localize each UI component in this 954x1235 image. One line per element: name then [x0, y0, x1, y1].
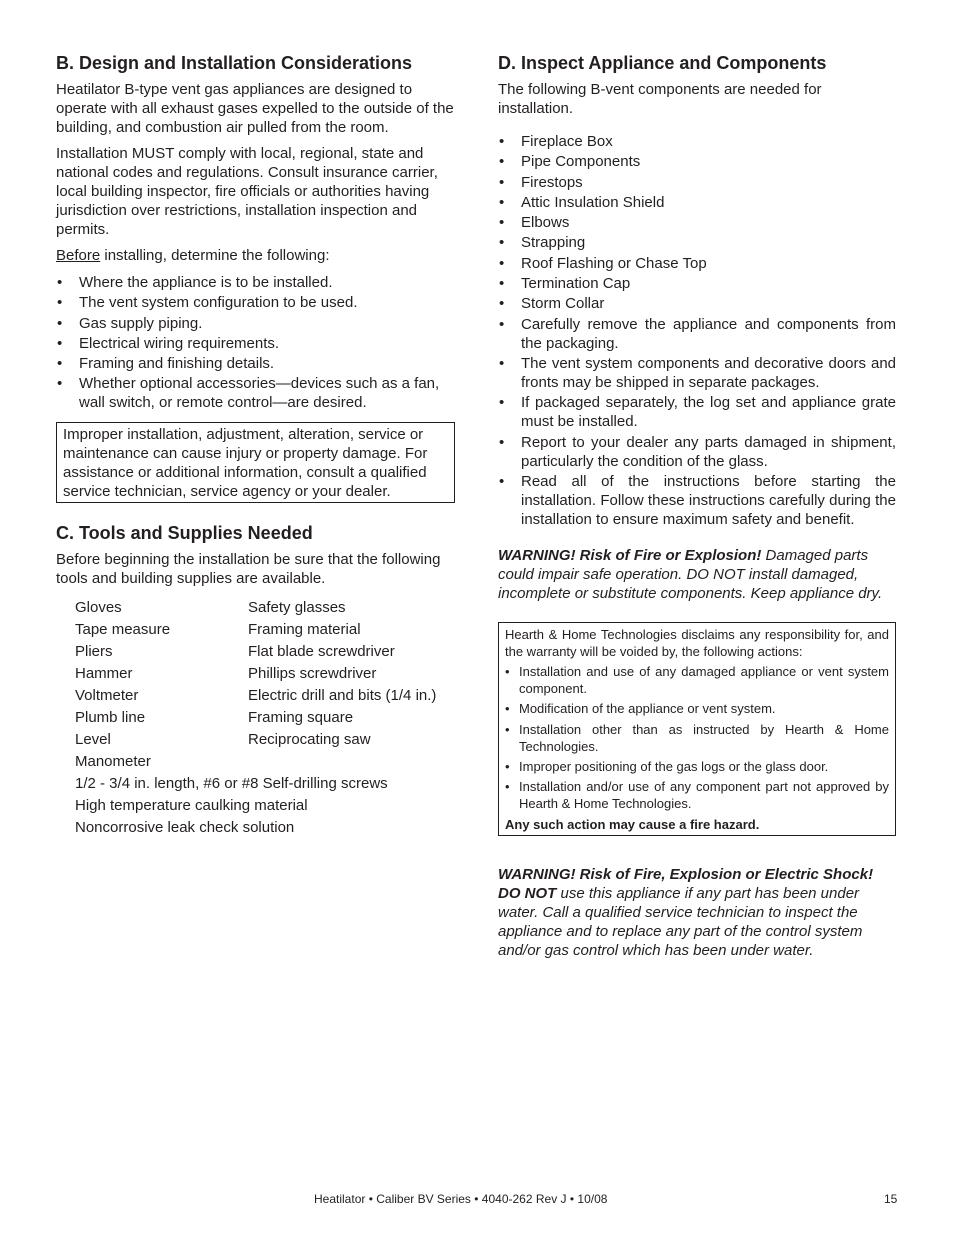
warning-electric-shock — [498, 865, 896, 960]
list-item: • Attic Insulation Shield — [498, 193, 896, 212]
tool-row — [75, 641, 455, 663]
list-item: • Read all of the instructions before starting the installation. Follow these instructions carefully during the installation to ensure maximum safety and benefit. — [498, 472, 896, 529]
list-item: • Modification of the appliance or vent system. — [505, 700, 889, 717]
list-item: • Report to your dealer any parts damaged in shipment, particularly the condition of the glass. — [498, 433, 896, 471]
tool-item: Plumb line — [75, 709, 146, 727]
tools-list — [75, 597, 455, 839]
tool-item: High temperature caulking material — [75, 797, 308, 815]
list-item: • Firestops — [498, 173, 896, 192]
footer-text: Heatilator • Caliber BV Series • 4040-262 Rev J • 10/08 — [314, 1192, 608, 1206]
list-item: • Termination Cap — [498, 274, 896, 293]
tool-item: Noncorrosive leak check solution — [75, 819, 295, 837]
list-item: • Fireplace Box — [498, 132, 896, 151]
tool-item: Reciprocating saw — [248, 731, 371, 749]
page-number: 15 — [884, 1192, 898, 1206]
warning-text: use this appliance if any part has been under water. Call a qualified service technician to inspect the appliance and to replace any part of the control system and/or gas control which has been under water. — [498, 884, 863, 959]
section-b-paragraph-3 — [56, 246, 455, 265]
list-item: • Electrical wiring requirements. — [56, 334, 455, 353]
section-b-paragraph-1: Heatilator B-type vent gas appliances are designed to operate with all exhaust gases expelled to the outside of the building, and combustion air pulled from the room. — [56, 81, 454, 136]
section-d-intro: The following B-vent components are needed for installation. — [498, 81, 822, 117]
list-item: • Installation and use of any damaged appliance or vent system component. — [505, 663, 889, 697]
tool-item: 1/2 - 3/4 in. length, #6 or #8 Self-drilling screws — [75, 775, 388, 793]
list-item: • Gas supply piping. — [56, 314, 455, 333]
disclaimer-box — [498, 622, 896, 836]
section-b-heading: B. Design and Installation Considerations — [56, 53, 413, 73]
tool-row — [75, 663, 455, 685]
list-item: • Pipe Components — [498, 152, 896, 171]
list-item: • If packaged separately, the log set and appliance grate must be installed. — [498, 393, 896, 431]
tool-item: Hammer — [75, 665, 133, 683]
tool-item: Pliers — [75, 643, 113, 661]
section-d-heading: D. Inspect Appliance and Components — [498, 53, 827, 73]
caution-notice-box: Improper installation, adjustment, alteration, service or maintenance can cause injury or property damage. For assistance or additional information, consult a qualified service technician, service agency or your dealer. — [56, 422, 455, 503]
list-item: • Improper positioning of the gas logs or the glass door. — [505, 758, 889, 775]
tool-item: Gloves — [75, 599, 122, 617]
tool-item: Flat blade screwdriver — [248, 643, 395, 661]
list-item: • Whether optional accessories—devices such as a fan, wall switch, or remote control—are desired. — [56, 374, 455, 412]
tool-item: Framing square — [248, 709, 354, 727]
list-item: • Installation other than as instructed by Hearth & Home Technologies. — [505, 721, 889, 755]
list-item: • The vent system configuration to be used. — [56, 293, 455, 312]
tool-item: Voltmeter — [75, 687, 139, 705]
list-item: • Installation and/or use of any component part not approved by Hearth & Home Technologies. — [505, 778, 889, 812]
tool-row — [75, 685, 455, 707]
list-item: • Where the appliance is to be installed. — [56, 273, 455, 292]
warning-text: Damaged parts could impair safe operation. DO NOT install damaged, incomplete or substitute components. Keep appliance dry. — [498, 546, 883, 602]
tool-item: Tape measure — [75, 621, 171, 639]
tool-item: Manometer — [75, 753, 151, 771]
warning-label: WARNING! Risk of Fire, Explosion or Electric Shock! DO NOT — [498, 865, 874, 902]
warning-fire-explosion — [498, 546, 896, 603]
section-c-heading: C. Tools and Supplies Needed — [56, 523, 313, 544]
tool-item: Phillips screwdriver — [248, 665, 377, 683]
list-item: • The vent system components and decorative doors and fronts may be shipped in separate packages. — [498, 354, 896, 392]
before-underlined: Before — [56, 247, 101, 264]
tool-item: Framing material — [248, 621, 361, 639]
left-column — [56, 52, 455, 839]
right-column — [498, 52, 896, 960]
tool-item: Safety glasses — [248, 599, 346, 617]
list-item: • Strapping — [498, 233, 896, 252]
disclaimer-list — [505, 663, 889, 813]
section-b-paragraph-2: Installation MUST comply with local, regional, state and national codes and regulations. Consult insurance carrier, local building inspector, fire officials or authorities having jurisdiction over restrictions, installation inspection and permits. — [56, 145, 438, 238]
section-c-intro: Before beginning the installation be sure that the following tools and building supplies are available. — [56, 551, 441, 588]
tool-row — [75, 729, 455, 751]
disclaimer-footer: Any such action may cause a fire hazard. — [505, 816, 760, 832]
list-item: • Elbows — [498, 213, 896, 232]
tool-item: Electric drill and bits (1/4 in.) — [248, 687, 437, 705]
tool-row — [75, 707, 455, 729]
list-item: • Roof Flashing or Chase Top — [498, 254, 896, 273]
section-b-paragraph-3-rest: installing, determine the following: — [100, 247, 330, 264]
list-item: • Framing and finishing details. — [56, 354, 455, 373]
tool-row — [75, 597, 455, 619]
tool-row — [75, 619, 455, 641]
components-list — [498, 132, 896, 529]
tool-item: Level — [75, 731, 111, 749]
warning-label: WARNING! Risk of Fire or Explosion! — [498, 546, 762, 564]
disclaimer-intro: Hearth & Home Technologies disclaims any responsibility for, and the warranty will be voided by, the following actions: — [505, 626, 889, 659]
list-item: • Carefully remove the appliance and components from the packaging. — [498, 315, 896, 353]
list-item: • Storm Collar — [498, 294, 896, 313]
determine-list — [56, 273, 455, 412]
